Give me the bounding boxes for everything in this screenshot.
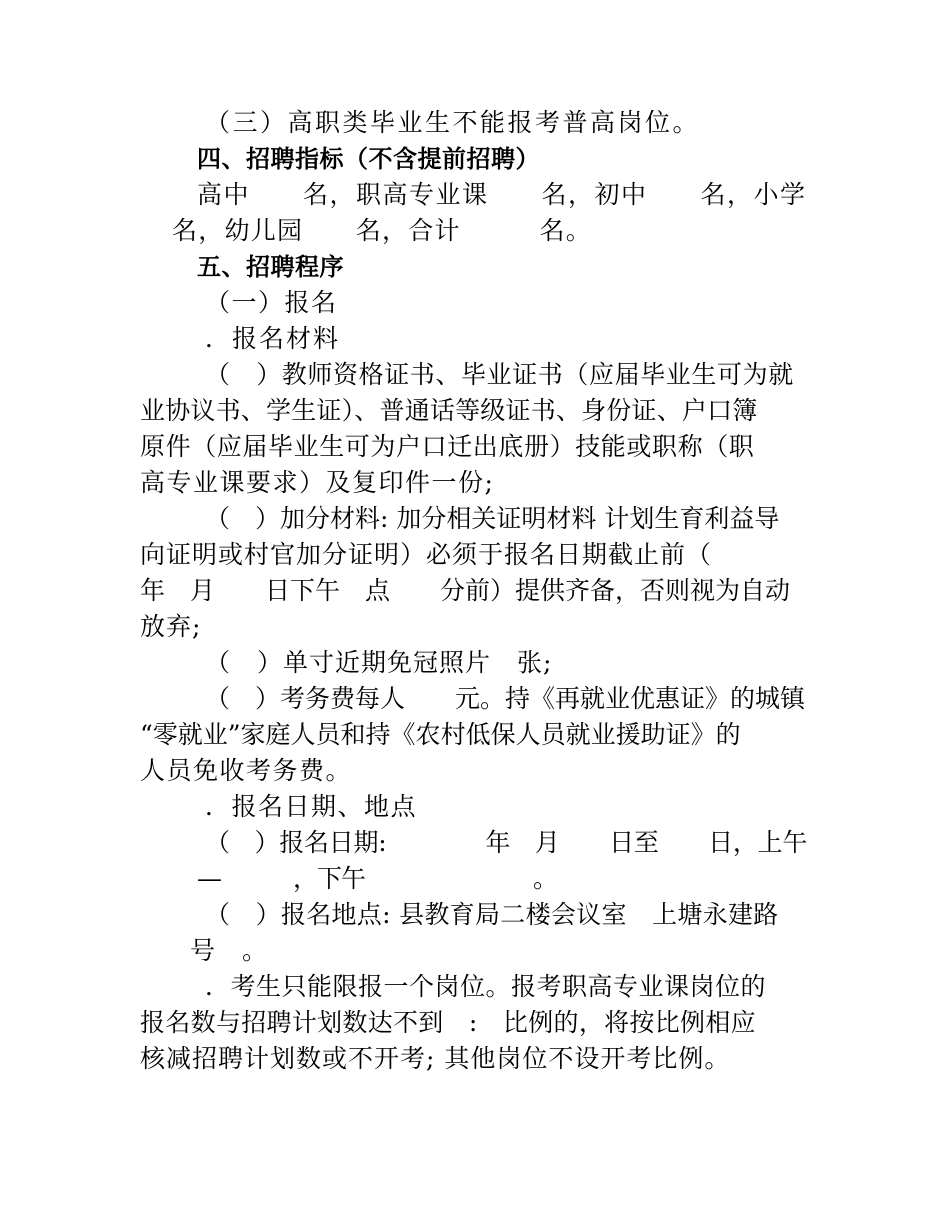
item-2-heading: ．报名日期、地点 [205, 792, 418, 821]
subsection-registration-heading: （一）报名 [205, 288, 338, 317]
reg-place-line-1: （ ）报名地点: 县教育局二楼会议室 上塘永建路 [205, 900, 779, 929]
fee-line-2: “零就业”家庭人员和持《农村低保人员就业援助证》的 [140, 720, 741, 749]
materials-line-3: 原件（应届毕业生可为户口迁出底册）技能或职称（职 [140, 432, 755, 461]
photo-line: （ ）单寸近期免冠照片 张; [205, 648, 553, 677]
item-1-heading: ．报名材料 [205, 324, 341, 353]
clause-3-text: （三）高职类毕业生不能报考普高岗位。 [205, 108, 701, 137]
materials-line-4: 高专业课要求）及复印件一份; [140, 468, 495, 497]
reg-date-line-1: （ ）报名日期: 年 月 日至 日，上午 [205, 828, 808, 857]
materials-line-2: 业协议书、学生证）、普通话等级证书、身份证、户口簿 [140, 396, 758, 425]
quota-line-1: 高中 名，职高专业课 名，初中 名，小学 [197, 180, 807, 209]
quota-line-2: 名，幼儿园 名，合计 名。 [172, 216, 593, 245]
materials-line-1: （ ）教师资格证书、毕业证书（应届毕业生可为就 [205, 360, 794, 389]
bonus-line-1: （ ）加分材料: 加分相关证明材料 计划生育利益导 [205, 504, 780, 533]
fee-line-3: 人员免收考务费。 [140, 756, 353, 785]
section-4-heading: 四、招聘指标（不含提前招聘） [197, 145, 540, 173]
limit-line-3: 核减招聘计划数或不开考; 其他岗位不设开考比例。 [140, 1044, 731, 1073]
section-5-heading: 五、招聘程序 [197, 253, 344, 281]
limit-line-2: 报名数与招聘计划数达不到 : 比例的，将按比例相应 [140, 1008, 756, 1037]
reg-place-line-2: 号 。 [190, 936, 269, 965]
bonus-line-4: 放弃; [140, 612, 202, 641]
bonus-line-2: 向证明或村官加分证明）必须于报名日期截止前（ [140, 540, 713, 569]
fee-line-1: （ ）考务费每人 元。持《再就业优惠证》的城镇 [205, 684, 806, 713]
limit-line-1: ．考生只能限报一个岗位。报考职高专业课岗位的 [205, 972, 767, 1001]
reg-date-line-2: — ，下午 。 [197, 864, 558, 893]
bonus-line-3: 年 月 日下午 点 分前）提供齐备，否则视为自动 [140, 576, 791, 605]
